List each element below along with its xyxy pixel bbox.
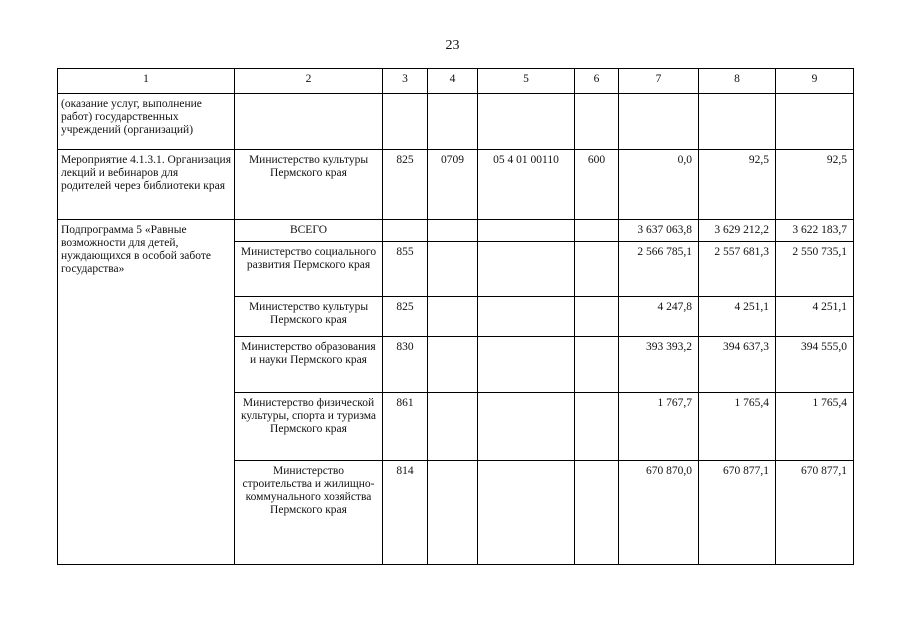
cell xyxy=(428,461,478,565)
amount-col-8: 394 637,3 xyxy=(699,337,776,393)
budget-table xyxy=(57,68,854,565)
header-col-9: 9 xyxy=(776,69,854,94)
page-number: 23 xyxy=(445,38,460,53)
cell xyxy=(428,337,478,393)
header-col-1: 1 xyxy=(58,69,235,94)
cell xyxy=(478,393,575,461)
amount-col-8: 92,5 xyxy=(699,150,776,220)
cell xyxy=(575,393,619,461)
code-cell: 825 xyxy=(383,297,428,337)
code-cell: 861 xyxy=(383,393,428,461)
cell xyxy=(575,297,619,337)
code-cell: 855 xyxy=(383,242,428,297)
ministry-cell: Министерство социального развития Пермского края xyxy=(235,242,383,297)
cell xyxy=(383,94,428,150)
amount-col-7: 393 393,2 xyxy=(619,337,699,393)
cell xyxy=(428,242,478,297)
expense-type-cell: 600 xyxy=(575,150,619,220)
header-col-6: 6 xyxy=(575,69,619,94)
code-cell xyxy=(383,220,428,242)
amount-col-7: 1 767,7 xyxy=(619,393,699,461)
cell xyxy=(575,242,619,297)
amount-col-8: 3 629 212,2 xyxy=(699,220,776,242)
cell xyxy=(575,94,619,150)
amount-col-7: 670 870,0 xyxy=(619,461,699,565)
amount-col-9: 394 555,0 xyxy=(776,337,854,393)
header-col-3: 3 xyxy=(383,69,428,94)
table-row xyxy=(58,220,854,242)
amount-col-7: 0,0 xyxy=(619,150,699,220)
cell xyxy=(235,94,383,150)
header-col-2: 2 xyxy=(235,69,383,94)
cell xyxy=(428,94,478,150)
amount-col-8: 1 765,4 xyxy=(699,393,776,461)
amount-col-9: 2 550 735,1 xyxy=(776,242,854,297)
table-row xyxy=(58,94,854,150)
header-col-5: 5 xyxy=(478,69,575,94)
code-cell: 814 xyxy=(383,461,428,565)
cell xyxy=(776,94,854,150)
ministry-cell: Министерство строительства и жилищно-коммунального хозяйства Пермского края xyxy=(235,461,383,565)
cell xyxy=(428,297,478,337)
amount-col-7: 2 566 785,1 xyxy=(619,242,699,297)
amount-col-8: 2 557 681,3 xyxy=(699,242,776,297)
amount-col-9: 3 622 183,7 xyxy=(776,220,854,242)
cell xyxy=(478,242,575,297)
code-cell: 830 xyxy=(383,337,428,393)
table-row xyxy=(58,150,854,220)
target-article-cell: 05 4 01 00110 xyxy=(478,150,575,220)
amount-col-9: 670 877,1 xyxy=(776,461,854,565)
cell xyxy=(478,337,575,393)
section-cell: 0709 xyxy=(428,150,478,220)
ministry-cell: ВСЕГО xyxy=(235,220,383,242)
cell xyxy=(428,220,478,242)
amount-col-8: 670 877,1 xyxy=(699,461,776,565)
cell xyxy=(478,461,575,565)
header-col-7: 7 xyxy=(619,69,699,94)
cell xyxy=(478,220,575,242)
cell xyxy=(428,393,478,461)
header-col-4: 4 xyxy=(428,69,478,94)
cell xyxy=(478,297,575,337)
ministry-cell: Министерство образования и науки Пермского края xyxy=(235,337,383,393)
ministry-cell: Министерство культуры Пермского края xyxy=(235,150,383,220)
cell xyxy=(478,94,575,150)
amount-col-9: 1 765,4 xyxy=(776,393,854,461)
cell xyxy=(575,220,619,242)
row-description: (оказание услуг, выполнение работ) государственных учреждений (организаций) xyxy=(58,94,235,150)
ministry-cell: Министерство физической культуры, спорта и туризма Пермского края xyxy=(235,393,383,461)
cell xyxy=(575,461,619,565)
cell xyxy=(619,94,699,150)
cell xyxy=(699,94,776,150)
row-description: Мероприятие 4.1.3.1. Организация лекций и вебинаров для родителей через библиотеки края xyxy=(58,150,235,220)
amount-col-9: 4 251,1 xyxy=(776,297,854,337)
header-col-8: 8 xyxy=(699,69,776,94)
ministry-cell: Министерство культуры Пермского края xyxy=(235,297,383,337)
code-cell: 825 xyxy=(383,150,428,220)
amount-col-8: 4 251,1 xyxy=(699,297,776,337)
header-row xyxy=(58,69,854,94)
amount-col-9: 92,5 xyxy=(776,150,854,220)
subprogram-title: Подпрограмма 5 «Равные возможности для детей, нуждающихся в особой заботе государства» xyxy=(58,220,235,565)
cell xyxy=(575,337,619,393)
amount-col-7: 4 247,8 xyxy=(619,297,699,337)
amount-col-7: 3 637 063,8 xyxy=(619,220,699,242)
